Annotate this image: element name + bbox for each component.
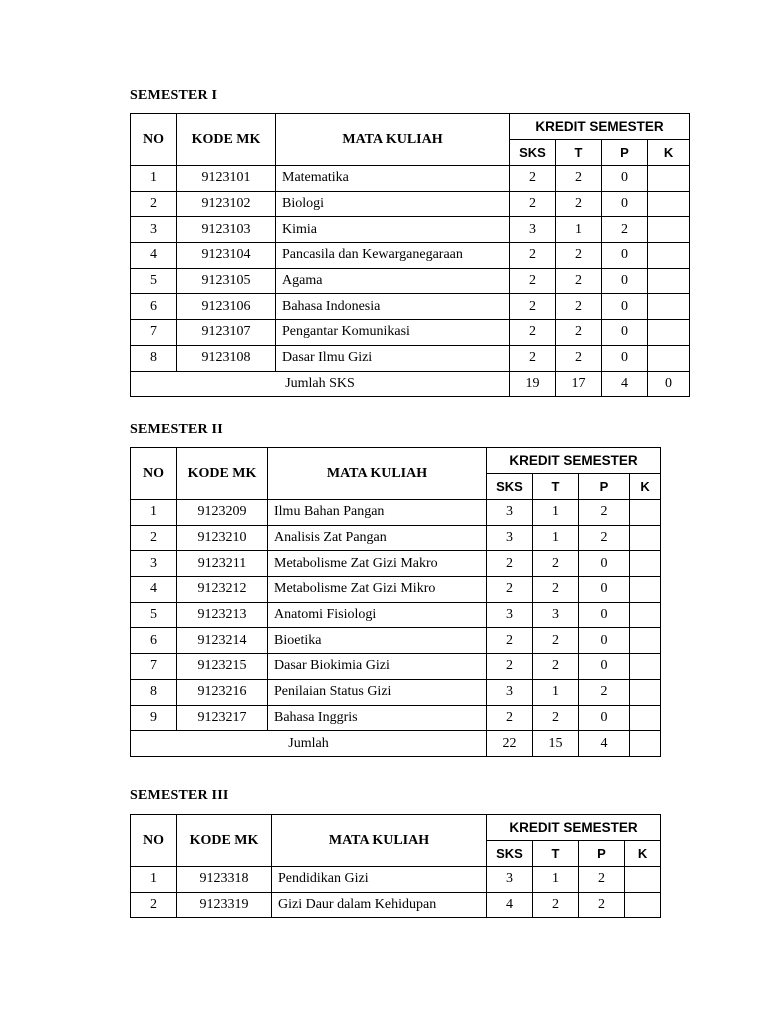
cell-p: 0 (602, 191, 648, 217)
total-row (131, 731, 661, 757)
table-row (131, 679, 661, 705)
cell-p: 0 (579, 551, 630, 577)
cell-kode-mk: 9123210 (177, 525, 268, 551)
cell-sks: 2 (510, 268, 556, 294)
cell-k (630, 654, 661, 680)
cell-k (648, 320, 690, 346)
cell-sks: 2 (510, 320, 556, 346)
header-t: T (533, 841, 579, 867)
cell-sks: 2 (487, 628, 533, 654)
cell-t: 1 (533, 679, 579, 705)
cell-t: 2 (533, 654, 579, 680)
header-no: NO (131, 114, 177, 166)
cell-k (630, 577, 661, 603)
cell-t: 1 (533, 867, 579, 893)
cell-no: 6 (131, 294, 177, 320)
cell-kode-mk: 9123213 (177, 602, 268, 628)
table-row (131, 892, 661, 918)
cell-k (625, 867, 661, 893)
header-k: K (630, 474, 661, 500)
total-label: Jumlah (131, 731, 487, 757)
cell-no: 4 (131, 243, 177, 269)
header-no: NO (131, 448, 177, 500)
cell-kode-mk: 9123105 (177, 268, 276, 294)
cell-t: 2 (556, 345, 602, 371)
table-row (131, 654, 661, 680)
total-sks: 19 (510, 371, 556, 397)
total-p: 4 (579, 731, 630, 757)
total-k (630, 731, 661, 757)
cell-k (630, 525, 661, 551)
cell-mata-kuliah: Agama (276, 268, 510, 294)
cell-no: 3 (131, 551, 177, 577)
cell-mata-kuliah: Metabolisme Zat Gizi Makro (268, 551, 487, 577)
header-mata-kuliah: MATA KULIAH (276, 114, 510, 166)
semester-1-title: SEMESTER I (130, 88, 218, 103)
cell-p: 2 (602, 217, 648, 243)
cell-no: 4 (131, 577, 177, 603)
header-t: T (556, 140, 602, 166)
cell-kode-mk: 9123108 (177, 345, 276, 371)
table-row (131, 191, 690, 217)
cell-k (648, 166, 690, 192)
table-row (131, 577, 661, 603)
header-kode-mk: KODE MK (177, 448, 268, 500)
total-row (131, 371, 690, 397)
cell-sks: 3 (487, 867, 533, 893)
cell-k (630, 679, 661, 705)
header-no: NO (131, 815, 177, 867)
cell-t: 2 (556, 294, 602, 320)
cell-k (648, 294, 690, 320)
cell-kode-mk: 9123212 (177, 577, 268, 603)
cell-mata-kuliah: Bioetika (268, 628, 487, 654)
cell-sks: 3 (487, 679, 533, 705)
cell-t: 2 (556, 268, 602, 294)
cell-t: 2 (533, 551, 579, 577)
semester-1-table (130, 113, 690, 397)
table-row (131, 294, 690, 320)
cell-kode-mk: 9123319 (177, 892, 272, 918)
cell-mata-kuliah: Analisis Zat Pangan (268, 525, 487, 551)
cell-t: 2 (533, 892, 579, 918)
cell-k (648, 345, 690, 371)
cell-sks: 3 (487, 525, 533, 551)
header-kredit-semester: KREDIT SEMESTER (487, 815, 661, 841)
cell-mata-kuliah: Biologi (276, 191, 510, 217)
table-row (131, 166, 690, 192)
cell-kode-mk: 9123209 (177, 500, 268, 526)
cell-no: 9 (131, 705, 177, 731)
cell-p: 0 (602, 320, 648, 346)
cell-mata-kuliah: Pancasila dan Kewarganegaraan (276, 243, 510, 269)
total-label: Jumlah SKS (131, 371, 510, 397)
total-sks: 22 (487, 731, 533, 757)
cell-t: 3 (533, 602, 579, 628)
cell-p: 2 (579, 892, 625, 918)
cell-sks: 2 (510, 243, 556, 269)
cell-p: 2 (579, 525, 630, 551)
cell-t: 2 (556, 320, 602, 346)
table-row (131, 628, 661, 654)
cell-no: 8 (131, 679, 177, 705)
cell-t: 1 (556, 217, 602, 243)
cell-no: 1 (131, 500, 177, 526)
cell-no: 8 (131, 345, 177, 371)
header-p: P (579, 841, 625, 867)
cell-kode-mk: 9123101 (177, 166, 276, 192)
cell-k (630, 705, 661, 731)
table-row (131, 551, 661, 577)
cell-kode-mk: 9123217 (177, 705, 268, 731)
cell-t: 2 (556, 243, 602, 269)
cell-no: 6 (131, 628, 177, 654)
cell-no: 1 (131, 867, 177, 893)
cell-no: 7 (131, 654, 177, 680)
semester-2-title: SEMESTER II (130, 422, 223, 437)
header-sks: SKS (487, 841, 533, 867)
cell-mata-kuliah: Bahasa Inggris (268, 705, 487, 731)
header-k: K (625, 841, 661, 867)
header-sks: SKS (510, 140, 556, 166)
header-kredit-semester: KREDIT SEMESTER (510, 114, 690, 140)
header-kode-mk: KODE MK (177, 815, 272, 867)
cell-p: 0 (602, 345, 648, 371)
semester-3-table (130, 814, 661, 918)
total-k: 0 (648, 371, 690, 397)
cell-sks: 2 (510, 294, 556, 320)
cell-kode-mk: 9123216 (177, 679, 268, 705)
cell-p: 0 (602, 294, 648, 320)
table-row (131, 867, 661, 893)
cell-kode-mk: 9123103 (177, 217, 276, 243)
cell-mata-kuliah: Matematika (276, 166, 510, 192)
total-t: 17 (556, 371, 602, 397)
cell-k (625, 892, 661, 918)
cell-t: 1 (533, 500, 579, 526)
cell-kode-mk: 9123104 (177, 243, 276, 269)
cell-mata-kuliah: Pengantar Komunikasi (276, 320, 510, 346)
cell-mata-kuliah: Gizi Daur dalam Kehidupan (272, 892, 487, 918)
cell-p: 0 (579, 628, 630, 654)
table-row (131, 500, 661, 526)
cell-no: 7 (131, 320, 177, 346)
cell-mata-kuliah: Penilaian Status Gizi (268, 679, 487, 705)
cell-mata-kuliah: Dasar Ilmu Gizi (276, 345, 510, 371)
cell-t: 2 (533, 577, 579, 603)
cell-t: 2 (556, 166, 602, 192)
cell-kode-mk: 9123102 (177, 191, 276, 217)
cell-p: 0 (579, 577, 630, 603)
cell-sks: 3 (510, 217, 556, 243)
cell-k (630, 551, 661, 577)
cell-k (630, 602, 661, 628)
cell-sks: 2 (487, 577, 533, 603)
header-sks: SKS (487, 474, 533, 500)
header-mata-kuliah: MATA KULIAH (268, 448, 487, 500)
cell-mata-kuliah: Kimia (276, 217, 510, 243)
cell-k (630, 500, 661, 526)
cell-no: 2 (131, 191, 177, 217)
cell-p: 2 (579, 867, 625, 893)
cell-kode-mk: 9123211 (177, 551, 268, 577)
cell-k (648, 191, 690, 217)
cell-kode-mk: 9123106 (177, 294, 276, 320)
table-row (131, 602, 661, 628)
cell-t: 2 (533, 705, 579, 731)
cell-no: 2 (131, 525, 177, 551)
cell-kode-mk: 9123215 (177, 654, 268, 680)
table-row (131, 345, 690, 371)
cell-sks: 2 (510, 191, 556, 217)
table-row (131, 217, 690, 243)
table-row (131, 268, 690, 294)
cell-kode-mk: 9123214 (177, 628, 268, 654)
cell-kode-mk: 9123107 (177, 320, 276, 346)
cell-p: 0 (579, 602, 630, 628)
table-row (131, 243, 690, 269)
cell-t: 2 (533, 628, 579, 654)
semester-3-title: SEMESTER III (130, 788, 229, 803)
cell-no: 3 (131, 217, 177, 243)
total-p: 4 (602, 371, 648, 397)
table-row (131, 705, 661, 731)
cell-sks: 2 (487, 705, 533, 731)
cell-mata-kuliah: Anatomi Fisiologi (268, 602, 487, 628)
cell-t: 2 (556, 191, 602, 217)
cell-mata-kuliah: Bahasa Indonesia (276, 294, 510, 320)
cell-k (630, 628, 661, 654)
cell-mata-kuliah: Ilmu Bahan Pangan (268, 500, 487, 526)
cell-no: 1 (131, 166, 177, 192)
semester-2-table (130, 447, 661, 757)
cell-mata-kuliah: Metabolisme Zat Gizi Mikro (268, 577, 487, 603)
table-row (131, 320, 690, 346)
header-kode-mk: KODE MK (177, 114, 276, 166)
cell-kode-mk: 9123318 (177, 867, 272, 893)
cell-p: 2 (579, 500, 630, 526)
cell-sks: 2 (487, 654, 533, 680)
cell-mata-kuliah: Pendidikan Gizi (272, 867, 487, 893)
cell-no: 5 (131, 602, 177, 628)
cell-p: 0 (579, 654, 630, 680)
cell-t: 1 (533, 525, 579, 551)
cell-p: 0 (602, 243, 648, 269)
cell-k (648, 243, 690, 269)
cell-sks: 2 (487, 551, 533, 577)
table-row (131, 525, 661, 551)
cell-no: 5 (131, 268, 177, 294)
total-t: 15 (533, 731, 579, 757)
cell-sks: 4 (487, 892, 533, 918)
cell-sks: 2 (510, 345, 556, 371)
cell-p: 2 (579, 679, 630, 705)
header-t: T (533, 474, 579, 500)
cell-k (648, 217, 690, 243)
header-mata-kuliah: MATA KULIAH (272, 815, 487, 867)
cell-p: 0 (602, 166, 648, 192)
header-p: P (579, 474, 630, 500)
header-kredit-semester: KREDIT SEMESTER (487, 448, 661, 474)
cell-k (648, 268, 690, 294)
cell-no: 2 (131, 892, 177, 918)
cell-sks: 3 (487, 602, 533, 628)
cell-p: 0 (602, 268, 648, 294)
cell-sks: 3 (487, 500, 533, 526)
cell-sks: 2 (510, 166, 556, 192)
cell-p: 0 (579, 705, 630, 731)
header-k: K (648, 140, 690, 166)
cell-mata-kuliah: Dasar Biokimia Gizi (268, 654, 487, 680)
header-p: P (602, 140, 648, 166)
